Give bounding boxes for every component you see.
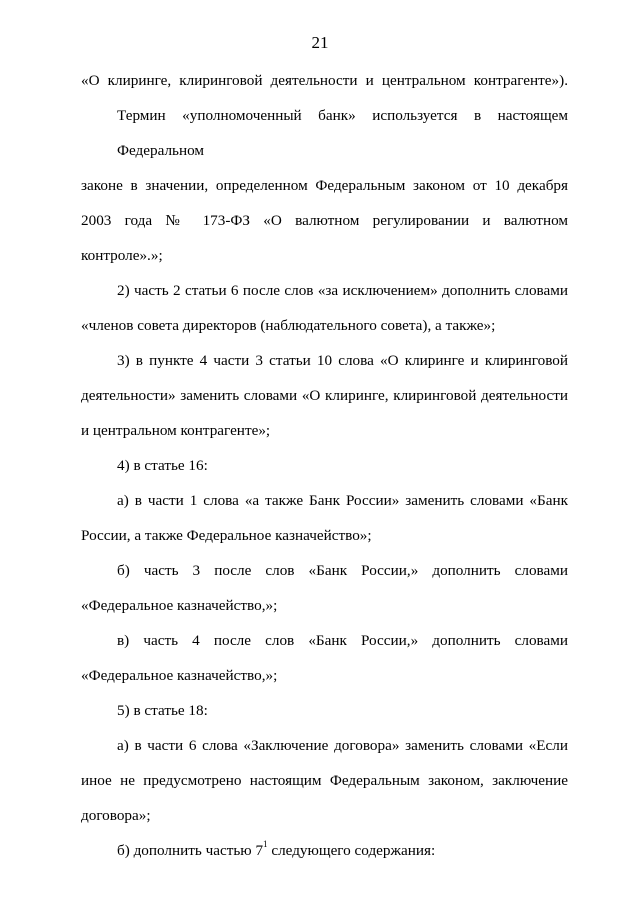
paragraph-item-4b (81, 553, 568, 623)
text-line: в) часть 4 после слов «Банк России,» дополнить словами (117, 632, 568, 649)
paragraph-item-4v (81, 623, 568, 693)
text-fragment: следующего содержания: (267, 842, 436, 859)
text-line: «Федеральное казначейство,»; (81, 667, 278, 684)
text-line: а) в части 1 слова «а также Банк России» заменить словами «Банк (117, 492, 568, 509)
paragraph-item-4a (81, 483, 568, 553)
text-line: 5) в статье 18: (117, 702, 208, 719)
text-line: Термин «уполномоченный банк» используется в настоящем Федеральном (117, 107, 568, 159)
text-line-with-superscript (81, 833, 568, 868)
paragraph-item-4 (81, 448, 568, 483)
text-line: 2003 года № 173-ФЗ «О валютном регулировании и валютном контроле».»; (81, 212, 568, 264)
text-line: «членов совета директоров (наблюдательного совета), а также»; (81, 317, 496, 334)
paragraph-item-5b (81, 833, 568, 868)
text-line: договора»; (81, 807, 151, 824)
paragraph-continuation (81, 63, 568, 273)
paragraph-item-5a (81, 728, 568, 833)
text-fragment: б) дополнить частью 7 (117, 842, 264, 859)
text-line: иное не предусмотрено настоящим Федеральным законом, заключение (81, 772, 568, 789)
paragraph-item-2 (81, 273, 568, 343)
paragraph-item-3 (81, 343, 568, 448)
superscript: 1 (263, 838, 268, 849)
document-body (81, 63, 568, 868)
page-number: 21 (311, 33, 329, 52)
text-line: деятельности» заменить словами «О клиринге, клиринговой деятельности (81, 387, 568, 404)
text-line: «О клиринге, клиринговой деятельности и центральном контрагенте»). (81, 72, 568, 89)
paragraph-item-5 (81, 693, 568, 728)
text-line: 4) в статье 16: (117, 457, 208, 474)
text-line: а) в части 6 слова «Заключение договора» заменить словами «Если (117, 737, 568, 754)
text-line: б) часть 3 после слов «Банк России,» дополнить словами (117, 562, 568, 579)
text-line: «Федеральное казначейство,»; (81, 597, 278, 614)
text-line: 2) часть 2 статьи 6 после слов «за исключением» дополнить словами (117, 282, 568, 299)
text-line: и центральном контрагенте»; (81, 422, 271, 439)
text-line: 3) в пункте 4 части 3 статьи 10 слова «О клиринге и клиринговой (117, 352, 568, 369)
text-line: России, а также Федеральное казначейство»; (81, 527, 372, 544)
text-line: законе в значении, определенном Федеральным законом от 10 декабря (81, 177, 568, 194)
